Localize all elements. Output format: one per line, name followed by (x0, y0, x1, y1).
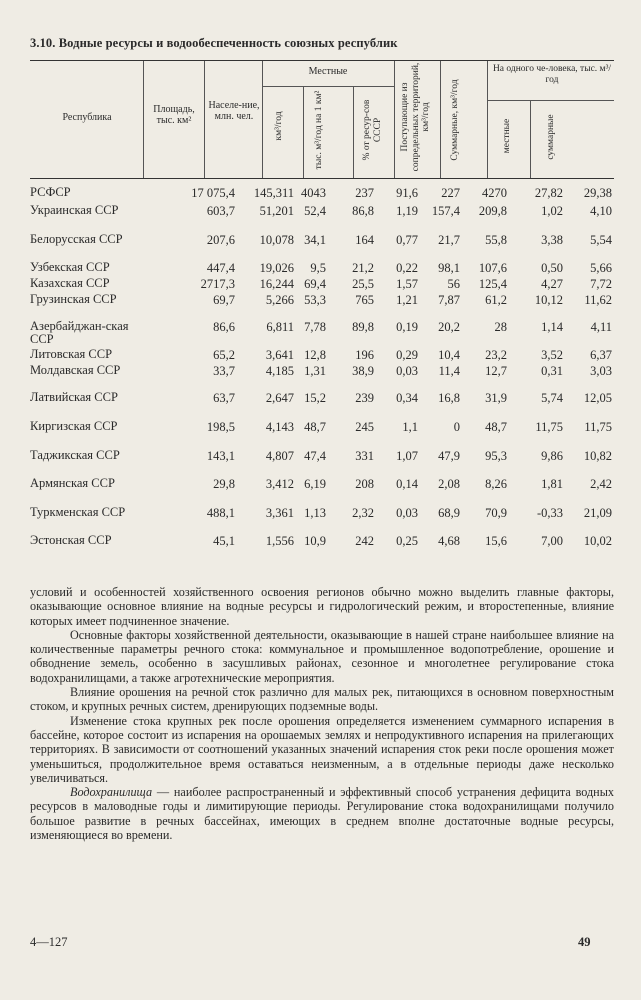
header-local-group: Местные (308, 66, 348, 77)
cell-total: 209,8 (478, 204, 507, 218)
paragraph-2: Основные факторы хозяйственной деятельности, оказывающие в нашей стране наибольшее влияние на количественные параметры речного стока: коммунальное и промышленное водопотребление, орошение и обводнение земель, особенно в засушливых районах, сезонное и многолетнее регулирование стока водохранилищами, а также агротехнические мероприятия. (30, 627, 614, 685)
cell-total: 23,2 (485, 348, 507, 362)
cell-pop: 5,266 (265, 293, 294, 307)
cell-pc-total: 21,09 (583, 506, 612, 520)
cell-pc-total: 7,72 (590, 277, 612, 291)
cell-inflow: 56 (447, 277, 460, 291)
cell-pct: 1,21 (396, 293, 418, 307)
republic-name: Грузинская ССР (30, 292, 117, 306)
reservoirs-term: Водохранилища (70, 785, 153, 800)
cell-pc-total: 29,38 (583, 186, 612, 200)
cell-inflow: 47,9 (438, 449, 460, 463)
table-row (30, 277, 620, 291)
cell-pct: 1,1 (402, 420, 418, 434)
cell-pc-total: 11,75 (584, 420, 612, 434)
cell-total: 28 (494, 320, 507, 334)
table-row (30, 449, 620, 463)
republic-name: Узбекская ССР (30, 260, 110, 274)
cell-inflow: 2,08 (438, 477, 460, 491)
republic-name: Молдавская ССР (30, 363, 121, 377)
body-text (30, 585, 614, 842)
cell-pct: 1,57 (396, 277, 418, 291)
republic-name: Азербайджан-ская ССР (30, 319, 129, 346)
cell-pop: 3,412 (265, 477, 294, 491)
table-row (30, 364, 620, 378)
cell-pc-total: 4,10 (590, 204, 612, 218)
cell-total: 125,4 (478, 277, 507, 291)
header-local-per-km2: тыс. м³/год на 1 км² (314, 90, 324, 170)
cell-pc-local: 1,02 (541, 204, 563, 218)
header-pc-local: местные (502, 118, 512, 154)
republic-name: Туркменская ССР (30, 505, 126, 519)
cell-per-km2: 2,32 (352, 506, 374, 520)
cell-local: 69,4 (304, 277, 326, 291)
cell-pc-local: 3,38 (541, 233, 563, 247)
cell-pc-local: 27,82 (534, 186, 563, 200)
cell-inflow: 227 (441, 186, 460, 200)
cell-inflow: 11,4 (438, 364, 460, 378)
cell-pc-local: 10,12 (534, 293, 563, 307)
cell-pct: 91,6 (396, 186, 418, 200)
cell-total: 48,7 (485, 420, 507, 434)
cell-area: 33,7 (213, 364, 235, 378)
cell-pc-total: 3,03 (590, 364, 612, 378)
cell-pop: 19,026 (259, 261, 294, 275)
republic-name: Украинская ССР (30, 203, 119, 217)
header-republic: Республика (62, 112, 112, 123)
cell-local: 34,1 (304, 233, 326, 247)
cell-pop: 1,556 (265, 534, 294, 548)
cell-per-km2: 164 (355, 233, 374, 247)
cell-pop: 51,201 (259, 204, 294, 218)
header-local-km3: км³/год (274, 111, 284, 141)
cell-pc-local: 7,00 (541, 534, 563, 548)
table-row (30, 204, 620, 218)
cell-pc-total: 12,05 (583, 391, 612, 405)
cell-pc-local: 9,86 (541, 449, 563, 463)
cell-local: 48,7 (304, 420, 326, 434)
cell-pop: 3,361 (265, 506, 294, 520)
table-row (30, 534, 620, 548)
cell-pc-local: 11,75 (535, 420, 563, 434)
cell-inflow: 0 (453, 420, 460, 434)
republic-name: РСФСР (30, 185, 71, 199)
cell-pc-total: 10,82 (583, 449, 612, 463)
cell-pct: 0,19 (396, 320, 418, 334)
table-row (30, 348, 620, 362)
paragraph-1: условий и особенностей хозяйственного освоения регионов обычно можно выделить главные факторы, оказывающие основное влияние на водные ресурсы и гидрологический режим, и второстепенные, влияние которых имеет подчиненное значение. (30, 585, 614, 628)
cell-area: 63,7 (213, 391, 235, 405)
cell-pct: 0,34 (396, 391, 418, 405)
header-population: Населе-ние, млн. чел. (208, 100, 260, 122)
cell-per-km2: 208 (355, 477, 374, 491)
cell-local: 6,19 (304, 477, 326, 491)
republic-name: Казахская ССР (30, 276, 110, 290)
cell-pc-total: 10,02 (583, 534, 612, 548)
cell-total: 70,9 (485, 506, 507, 520)
cell-area: 2717,3 (200, 277, 235, 291)
table-row (30, 261, 620, 275)
cell-pc-local: 4,27 (541, 277, 563, 291)
cell-inflow: 4,68 (438, 534, 460, 548)
cell-pc-total: 6,37 (590, 348, 612, 362)
cell-local: 15,2 (304, 391, 326, 405)
header-bottom-rule (30, 178, 614, 179)
paragraph-5 (30, 785, 614, 842)
cell-pct: 0,22 (396, 261, 418, 275)
cell-per-km2: 237 (355, 186, 374, 200)
cell-area: 86,6 (213, 320, 235, 334)
cell-pc-local: 1,81 (541, 477, 563, 491)
paragraph-5-text: — наиболее распространенный и эффективный способ устранения дефицита водных ресурсов в маловодные годы и лимитирующие периоды. Регулирование стока водохранилищами получило большое развитие в речных бассейнах, имеющих в среднем вполне достаточные водные ресурсы, изменяющиеся во времени. (30, 785, 614, 843)
table-row (30, 233, 620, 247)
cell-per-km2: 765 (355, 293, 374, 307)
republic-name: Эстонская ССР (30, 533, 112, 547)
republic-name: Белорусская ССР (30, 232, 123, 246)
cell-pop: 4,143 (265, 420, 294, 434)
table-row (30, 319, 620, 346)
table-row (30, 506, 620, 520)
cell-pop: 4,807 (265, 449, 294, 463)
cell-total: 107,6 (478, 261, 507, 275)
table-row (30, 186, 620, 200)
cell-area: 69,7 (213, 293, 235, 307)
cell-total: 61,2 (485, 293, 507, 307)
cell-inflow: 157,4 (431, 204, 460, 218)
paragraph-3: Влияние орошения на речной сток различно для малых рек, питающихся в основном поверхностным стоком, и крупных речных систем, дренирующих подземные воды. (30, 685, 614, 714)
cell-pc-local: 5,74 (541, 391, 563, 405)
cell-area: 17 075,4 (191, 186, 235, 200)
cell-pc-local: 0,31 (541, 364, 563, 378)
cell-per-km2: 239 (355, 391, 374, 405)
table-row (30, 477, 620, 491)
header-inflow: Поступающие из сопредельных территорий, км³/год (400, 62, 431, 172)
republic-name: Киргизская ССР (30, 419, 118, 433)
cell-pc-local: 1,14 (541, 320, 563, 334)
cell-per-km2: 331 (355, 449, 374, 463)
cell-pct: 1,19 (396, 204, 418, 218)
cell-pct: 0,77 (396, 233, 418, 247)
signature-mark: 4—127 (30, 935, 68, 949)
header-pc-total: суммарные (546, 114, 556, 160)
cell-pop: 6,811 (266, 320, 294, 334)
cell-inflow: 68,9 (438, 506, 460, 520)
cell-per-km2: 89,8 (352, 320, 374, 334)
cell-area: 29,8 (213, 477, 235, 491)
header-per-capita-group: На одного че-ловека, тыс. м³/год (492, 64, 612, 85)
cell-per-km2: 196 (355, 348, 374, 362)
cell-pct: 0,25 (396, 534, 418, 548)
cell-pc-total: 11,62 (584, 293, 612, 307)
cell-per-km2: 86,8 (352, 204, 374, 218)
cell-total: 12,7 (485, 364, 507, 378)
cell-local: 1,31 (304, 364, 326, 378)
cell-local: 4043 (301, 186, 326, 200)
cell-per-km2: 38,9 (352, 364, 374, 378)
cell-pc-total: 2,42 (590, 477, 612, 491)
cell-total: 55,8 (485, 233, 507, 247)
cell-total: 95,3 (485, 449, 507, 463)
paragraph-4: Изменение стока крупных рек после орошения определяется изменением суммарного испарения в бассейне, которое состоит из испарения на орошаемых землях и непродуктивного испарения на прилегающих территориях. В зависимости от соотношений указанных значений испарения сток реки после орошения может уменьшиться, продолжительное время оставаться неизменным, а в отдельные периоды даже несколько увеличиваться. (30, 713, 614, 785)
cell-inflow: 10,4 (438, 348, 460, 362)
cell-local: 12,8 (304, 348, 326, 362)
cell-area: 65,2 (213, 348, 235, 362)
cell-local: 52,4 (304, 204, 326, 218)
cell-per-km2: 21,2 (352, 261, 374, 275)
table-title: 3.10. Водные ресурсы и водообеспеченность союзных республик (30, 36, 398, 50)
cell-local: 7,78 (304, 320, 326, 334)
cell-pc-total: 5,54 (590, 233, 612, 247)
cell-inflow: 7,87 (438, 293, 460, 307)
page-number: 49 (578, 935, 591, 949)
cell-pct: 0,03 (396, 364, 418, 378)
cell-area: 45,1 (213, 534, 235, 548)
cell-inflow: 16,8 (438, 391, 460, 405)
cell-inflow: 20,2 (438, 320, 460, 334)
cell-local: 47,4 (304, 449, 326, 463)
cell-pc-total: 4,11 (590, 320, 612, 334)
cell-pop: 145,311 (253, 186, 294, 200)
cell-inflow: 98,1 (438, 261, 460, 275)
cell-total: 8,26 (485, 477, 507, 491)
cell-total: 15,6 (485, 534, 507, 548)
cell-per-km2: 242 (355, 534, 374, 548)
cell-area: 488,1 (206, 506, 235, 520)
cell-pop: 16,244 (259, 277, 294, 291)
cell-area: 447,4 (206, 261, 235, 275)
republic-name: Литовская ССР (30, 347, 113, 361)
cell-total: 31,9 (485, 391, 507, 405)
cell-area: 143,1 (206, 449, 235, 463)
cell-area: 207,6 (206, 233, 235, 247)
cell-pop: 3,641 (265, 348, 294, 362)
cell-area: 603,7 (206, 204, 235, 218)
table-row (30, 391, 620, 405)
cell-local: 1,13 (304, 506, 326, 520)
header-total: Суммарные, км³/год (450, 79, 460, 161)
cell-pop: 10,078 (259, 233, 294, 247)
cell-pc-total: 5,66 (590, 261, 612, 275)
table-row (30, 293, 620, 307)
republic-name: Таджикская ССР (30, 448, 120, 462)
cell-per-km2: 25,5 (352, 277, 374, 291)
cell-pc-local: -0,33 (536, 506, 563, 520)
cell-pct: 1,07 (396, 449, 418, 463)
header-area: Площадь, тыс. км² (153, 104, 195, 126)
republic-name: Армянская ССР (30, 476, 115, 490)
cell-per-km2: 245 (355, 420, 374, 434)
header-local-pct: % от ресур-сов СССР (362, 99, 383, 161)
table-top-rule (30, 60, 614, 61)
republic-name: Латвийская ССР (30, 390, 118, 404)
cell-local: 10,9 (304, 534, 326, 548)
cell-pc-local: 0,50 (541, 261, 563, 275)
cell-inflow: 21,7 (438, 233, 460, 247)
cell-pct: 0,29 (396, 348, 418, 362)
cell-pct: 0,03 (396, 506, 418, 520)
cell-local: 9,5 (310, 261, 326, 275)
cell-pop: 4,185 (265, 364, 294, 378)
cell-pct: 0,14 (396, 477, 418, 491)
cell-local: 53,3 (304, 293, 326, 307)
cell-area: 198,5 (206, 420, 235, 434)
cell-pop: 2,647 (265, 391, 294, 405)
cell-pc-local: 3,52 (541, 348, 563, 362)
cell-total: 4270 (482, 186, 507, 200)
table-row (30, 420, 620, 434)
